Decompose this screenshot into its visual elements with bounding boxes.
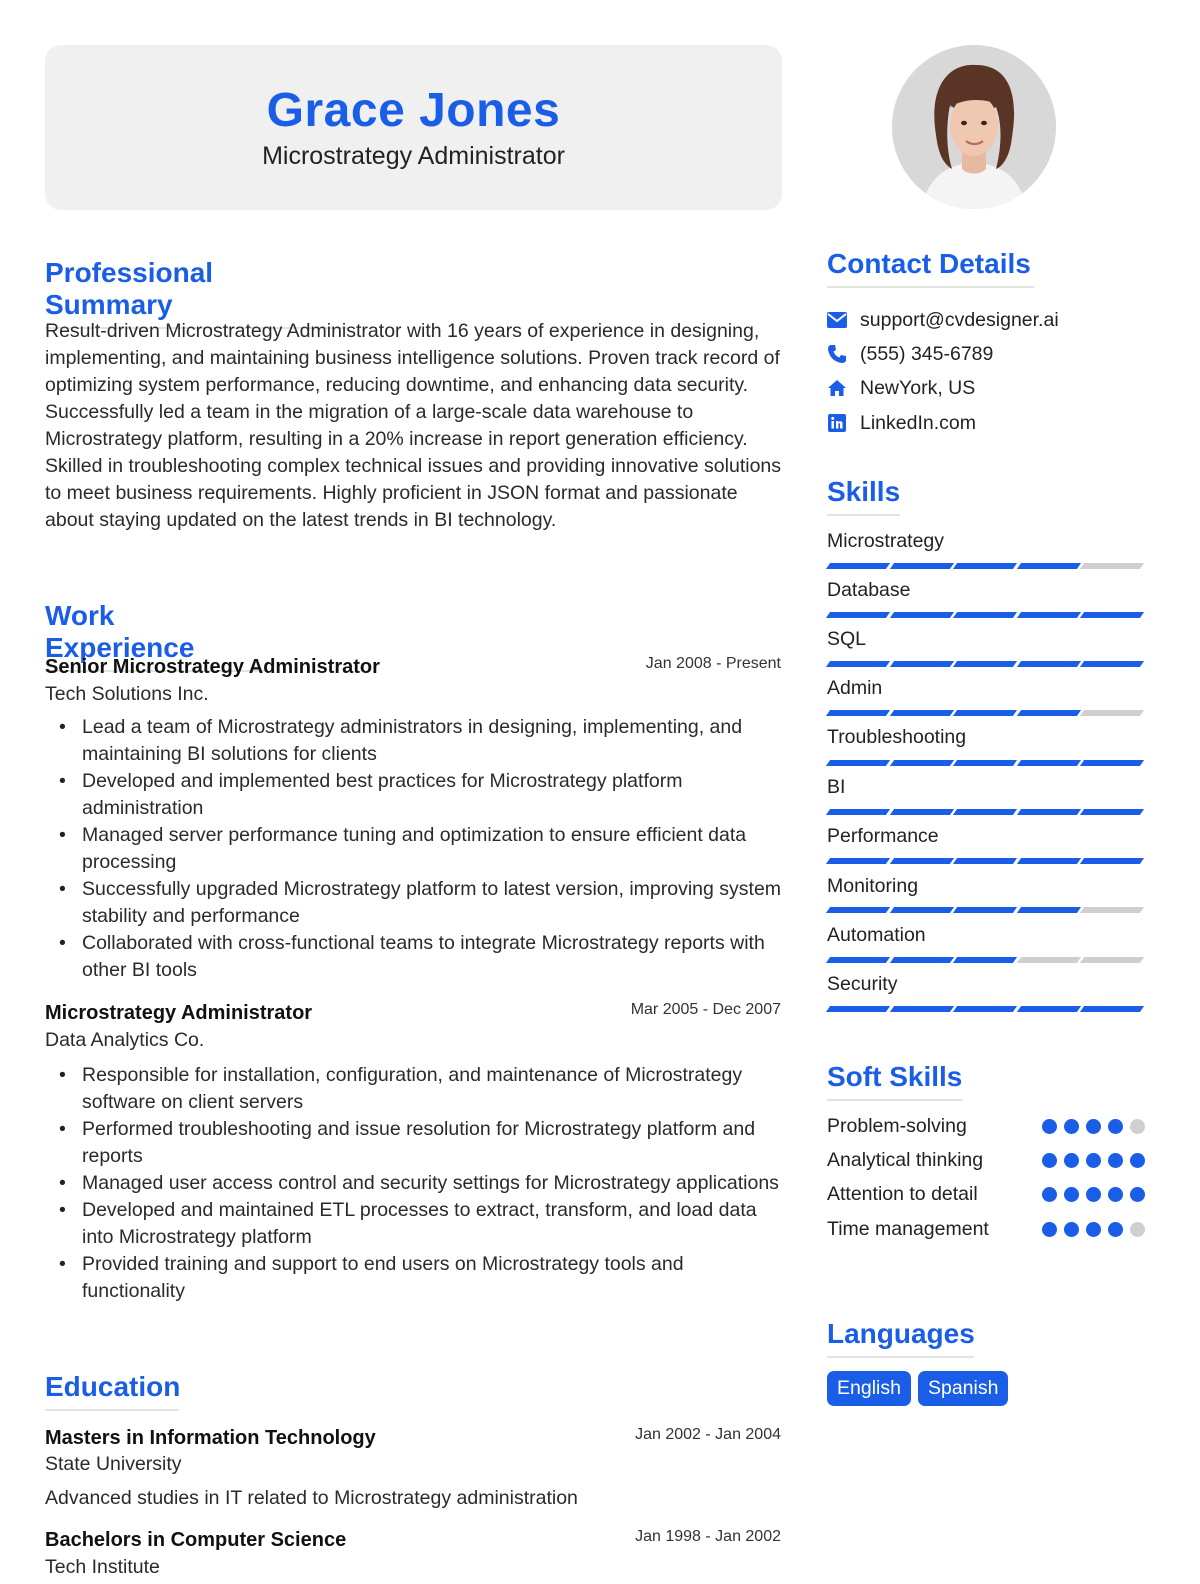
rating-dot [1064,1222,1079,1237]
rating-dot [1064,1153,1079,1168]
rating-dot [1042,1187,1057,1202]
skill-segment [1017,563,1081,569]
degree-dates: Jan 1998 - Jan 2002 [635,1528,781,1545]
skill-segment [1017,661,1081,667]
skill-bar [828,760,1142,766]
list-item: • Managed server performance tuning and optimization to ensure efficient data processing [45,822,785,876]
header-card [45,45,782,210]
candidate-title: Microstrategy Administrator [262,142,565,170]
skill-segment [1017,858,1081,864]
skill-label: Admin [827,677,883,699]
skill-segment [953,612,1017,618]
skill-segment [1017,710,1081,716]
skill-label: Automation [827,924,926,946]
rating-dot [1042,1222,1057,1237]
rating-dot [1130,1222,1145,1237]
skill-label: Microstrategy [827,530,945,552]
skill-segment [826,760,890,766]
skill-segment [826,858,890,864]
job-bullets [45,714,785,984]
rating-dot [1130,1119,1145,1134]
avatar-illustration [892,45,1056,209]
school-name: State University [45,1453,182,1475]
skill-segment [826,907,890,913]
language-badge: Spanish [918,1371,1008,1406]
skill-segment [953,809,1017,815]
skill-segment [1080,957,1144,963]
skill-segment [1080,907,1144,913]
soft-skill-label: Problem-solving [827,1115,967,1137]
skill-segment [889,661,953,667]
rating-dot [1108,1153,1123,1168]
skill-segment [953,907,1017,913]
skill-segment [1080,661,1144,667]
soft-skill-label: Analytical thinking [827,1149,984,1171]
skill-label: BI [827,776,846,798]
skill-segment [953,710,1017,716]
rating-dot [1042,1119,1057,1134]
candidate-name: Grace Jones [266,84,561,137]
summary-text: Result-driven Microstrategy Administrator with 16 years of experience in designing, implementing, and maintaining business intelligence solutions. Proven track record of optimizing system performance, reducing downtime, and enhancing data security. Successfully led a team in the migration of a large-scale data warehouse to Microstrategy platform, resulting in a 20% increase in report generation efficiency. Skilled in troubleshooting complex technical issues and providing innovative solutions to meet business requirements. Highly proficient in JSON format and passionate about staying updated on the latest trends in BI technology. [45,320,782,531]
contact-email-text: support@cvdesigner.ai [860,308,1059,331]
skill-label: Performance [827,825,939,847]
skill-segment [889,858,953,864]
section-title-contact: Contact Details [827,248,1034,288]
contact-linkedin[interactable] [827,410,976,436]
home-icon [827,378,847,398]
skill-bar [828,1006,1142,1012]
list-item: • Performed troubleshooting and issue resolution for Microstrategy platform and reports [45,1116,785,1170]
skill-segment [953,661,1017,667]
job-bullets [45,1062,785,1305]
section-title-skills: Skills [827,476,900,516]
skill-segment [1080,612,1144,618]
profile-photo [892,45,1056,209]
skill-segment [1017,760,1081,766]
degree-description: Advanced studies in IT related to Microstrategy administration [45,1487,578,1509]
linkedin-icon [827,413,847,433]
skill-segment [1080,563,1144,569]
soft-skill-label: Attention to detail [827,1183,978,1205]
rating-dot [1108,1187,1123,1202]
skill-segment [1017,1006,1081,1012]
skill-segment [889,710,953,716]
soft-skill-rating [1042,1153,1145,1168]
skill-segment [826,563,890,569]
skill-segment [953,957,1017,963]
section-title-experience: Work Experience [45,600,267,672]
rating-dot [1086,1222,1101,1237]
skill-segment [1017,809,1081,815]
job-company: Data Analytics Co. [45,1029,205,1051]
skill-label: SQL [827,628,867,650]
skill-segment [1080,858,1144,864]
skill-bar [828,907,1142,913]
skill-bar [828,661,1142,667]
skill-segment [826,710,890,716]
degree-title: Masters in Information Technology [45,1427,376,1449]
list-item: • Responsible for installation, configuration, and maintenance of Microstrategy software on client servers [45,1062,785,1116]
skill-segment [1080,1006,1144,1012]
skill-segment [826,1006,890,1012]
skill-bar [828,612,1142,618]
rating-dot [1130,1187,1145,1202]
skill-segment [889,907,953,913]
skill-segment [889,760,953,766]
skill-segment [826,612,890,618]
list-item: • Developed and maintained ETL processes to extract, transform, and load data into Microstrategy platform [45,1197,785,1251]
soft-skill-label: Time management [827,1218,989,1240]
skill-segment [953,1006,1017,1012]
soft-skill-rating [1042,1119,1145,1134]
skill-bar [828,563,1142,569]
rating-dot [1108,1222,1123,1237]
skill-segment [1080,760,1144,766]
list-item: • Provided training and support to end users on Microstrategy tools and functionality [45,1251,785,1305]
job-company: Tech Solutions Inc. [45,683,209,705]
section-title-languages: Languages [827,1318,974,1358]
skill-segment [1080,809,1144,815]
soft-skill-rating [1042,1187,1145,1202]
list-item: • Collaborated with cross-functional teams to integrate Microstrategy reports with other BI tools [45,930,785,984]
degree-title: Bachelors in Computer Science [45,1529,347,1551]
list-item: • Successfully upgraded Microstrategy platform to latest version, improving system stability and performance [45,876,785,930]
list-item: • Lead a team of Microstrategy administrators in designing, implementing, and maintaining BI solutions for clients [45,714,785,768]
list-item: • Developed and implemented best practices for Microstrategy platform administration [45,768,785,822]
skill-segment [953,858,1017,864]
skill-label: Monitoring [827,875,919,897]
skill-segment [889,809,953,815]
skill-bar [828,809,1142,815]
rating-dot [1064,1119,1079,1134]
job-title: Senior Microstrategy Administrator [45,656,380,678]
skill-segment [1080,710,1144,716]
section-title-summary: Professional Summary [45,257,348,329]
job-title: Microstrategy Administrator [45,1002,313,1024]
contact-phone[interactable] [827,341,993,367]
envelope-icon [827,310,847,330]
language-list [827,1371,1008,1406]
phone-icon [827,344,847,364]
section-title-education: Education [45,1371,179,1411]
skill-label: Security [827,973,898,995]
contact-location [827,375,975,401]
skill-bar [828,957,1142,963]
skill-label: Database [827,579,911,601]
skill-segment [889,563,953,569]
skill-segment [953,760,1017,766]
contact-email[interactable] [827,307,1059,333]
soft-skill-rating [1042,1222,1145,1237]
contact-linkedin-text: LinkedIn.com [860,411,976,434]
school-name: Tech Institute [45,1556,160,1578]
rating-dot [1086,1153,1101,1168]
rating-dot [1086,1119,1101,1134]
skill-segment [889,957,953,963]
skill-segment [1017,907,1081,913]
degree-dates: Jan 2002 - Jan 2004 [635,1426,781,1443]
section-title-soft-skills: Soft Skills [827,1061,963,1101]
skill-label: Troubleshooting [827,726,967,748]
skill-segment [889,612,953,618]
skill-bar [828,710,1142,716]
contact-phone-text: (555) 345-6789 [860,342,994,365]
rating-dot [1108,1119,1123,1134]
rating-dot [1042,1153,1057,1168]
rating-dot [1086,1187,1101,1202]
skill-segment [953,563,1017,569]
rating-dot [1130,1153,1145,1168]
skill-bar [828,858,1142,864]
skill-segment [826,661,890,667]
contact-location-text: NewYork, US [860,376,976,399]
language-badge: English [827,1371,911,1406]
skill-segment [1017,957,1081,963]
job-dates: Mar 2005 - Dec 2007 [630,1001,781,1018]
skill-segment [826,957,890,963]
skill-segment [889,1006,953,1012]
list-item: • Managed user access control and security settings for Microstrategy applications [45,1170,785,1197]
skill-segment [1017,612,1081,618]
job-dates: Jan 2008 - Present [645,655,781,672]
rating-dot [1064,1187,1079,1202]
skill-segment [826,809,890,815]
